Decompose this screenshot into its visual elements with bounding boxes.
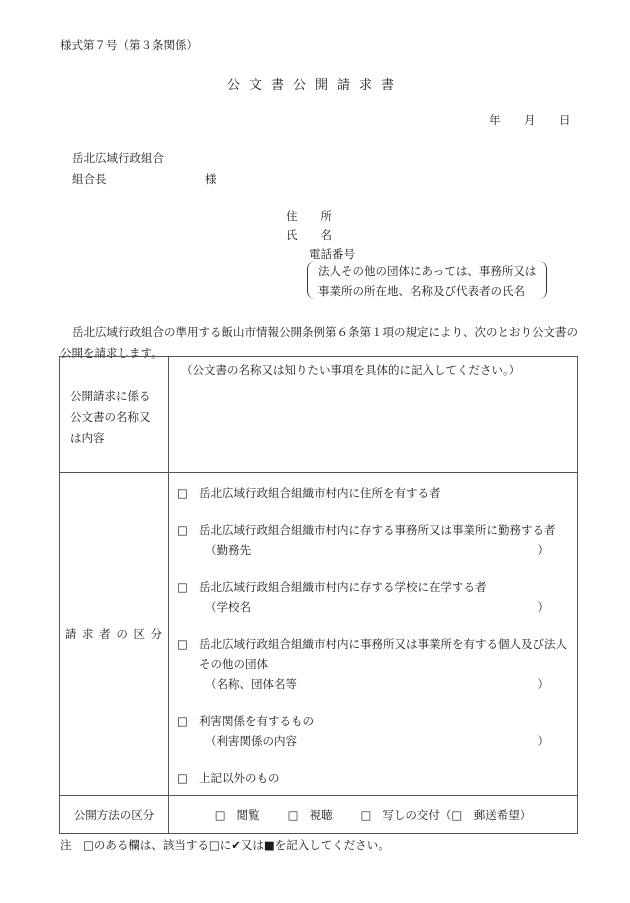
method-label: 閲覧 [236, 807, 260, 822]
disclosure-method-label: 公開方法の区分 [73, 807, 155, 822]
organization-field[interactable] [199, 674, 573, 694]
requester-category-label: 請 求 者 の 区 分 [64, 627, 164, 641]
requester-category-label-cell [60, 473, 169, 796]
category-option-other[interactable] [169, 768, 577, 788]
category-option-label: 岳北広域行政組合組織市村内に事務所又は事業所を有する個人及び法人その他の団体 [199, 637, 567, 671]
date-day: 日 [559, 113, 571, 127]
close-paren: ） [537, 600, 549, 614]
date-year: 年 [489, 113, 501, 127]
document-name-label-cell [60, 357, 169, 473]
category-option-resident[interactable] [169, 483, 577, 503]
footnote: 注 □のある欄は、該当する□に✔又は■を記入してください。 [60, 838, 390, 852]
disclosure-method-options-cell [169, 796, 578, 834]
checkbox-icon[interactable]: □ [177, 637, 188, 651]
checkbox-icon[interactable]: □ [214, 807, 226, 822]
interest-label: （利害関係の内容 [205, 734, 297, 748]
interest-field[interactable] [199, 731, 577, 751]
addressee-position: 組合長 [72, 172, 107, 186]
method-option-listen[interactable] [288, 807, 333, 823]
checkbox-icon[interactable]: □ [177, 714, 188, 728]
document-name-row [60, 357, 578, 473]
checkbox-icon[interactable]: □ [177, 771, 188, 785]
address-label: 住 所 [286, 209, 332, 223]
addressee-honorific: 様 [205, 172, 217, 186]
corp-note-line1: 法人その他の団体にあっては、事務所又は [318, 264, 537, 278]
checkbox-icon[interactable]: □ [287, 807, 299, 822]
document-name-label-line: 公開請求に係る [70, 389, 151, 403]
document-name-hint: （公文書の名称又は知りたい事項を具体的に記入してください。） [181, 363, 521, 377]
workplace-label: （勤務先 [205, 543, 251, 557]
intro-paragraph: 岳北広域行政組合の準用する飯山市情報公開条例第６条第１項の規定により、次のとおり公文書の公開を請求します。 [60, 325, 578, 360]
category-option-worker[interactable] [169, 520, 577, 560]
corp-note-line2: 事業所の所在地、名称及び代表者の氏名 [318, 284, 525, 298]
category-option-label: 岳北広域行政組合組織市村内に住所を有する者 [199, 486, 441, 500]
organization-label: （名称、団体名等 [205, 677, 297, 691]
close-paren: ） [537, 677, 549, 691]
requester-category-options-cell [169, 473, 578, 796]
checkbox-icon[interactable]: □ [177, 523, 188, 537]
request-form-table [59, 356, 578, 834]
document-name-label-line: は内容 [70, 431, 105, 445]
checkbox-icon[interactable]: □ [360, 807, 372, 822]
disclosure-method-row [60, 796, 578, 834]
requester-category-row [60, 473, 578, 796]
page-title: 公文書公開請求書 [226, 78, 403, 93]
category-option-label: 岳北広域行政組合組織市村内に存する学校に在学する者 [199, 580, 487, 594]
method-option-copy[interactable] [360, 807, 531, 823]
school-field[interactable] [199, 597, 577, 617]
document-name-label-line: 公文書の名称又 [70, 410, 151, 424]
checkbox-icon[interactable]: □ [177, 580, 188, 594]
category-option-label: 岳北広域行政組合組織市村内に存する事務所又は事業所に勤務する者 [199, 523, 556, 537]
method-label: 写しの交付（□ 郵送希望） [382, 807, 532, 822]
category-option-label: 上記以外のもの [199, 771, 280, 785]
method-label: 視聴 [309, 807, 333, 822]
checkbox-icon[interactable]: □ [177, 486, 188, 500]
category-option-student[interactable] [169, 577, 577, 617]
form-number: 様式第７号（第３条関係） [60, 38, 198, 52]
workplace-field[interactable] [199, 540, 577, 560]
category-option-interested-party[interactable] [169, 711, 577, 751]
date-month: 月 [524, 113, 536, 127]
category-option-label: 利害関係を有するもの [199, 714, 314, 728]
close-paren: ） [537, 734, 549, 748]
method-option-view[interactable] [215, 807, 260, 823]
name-label: 氏 名 [286, 228, 332, 242]
phone-label: 電話番号 [309, 247, 355, 261]
category-option-business[interactable] [169, 634, 577, 694]
disclosure-method-label-cell [60, 796, 169, 834]
close-paren: ） [537, 543, 549, 557]
document-name-input-cell[interactable] [169, 357, 578, 473]
school-label: （学校名 [205, 600, 251, 614]
addressee-org: 岳北広域行政組合 [72, 151, 164, 165]
